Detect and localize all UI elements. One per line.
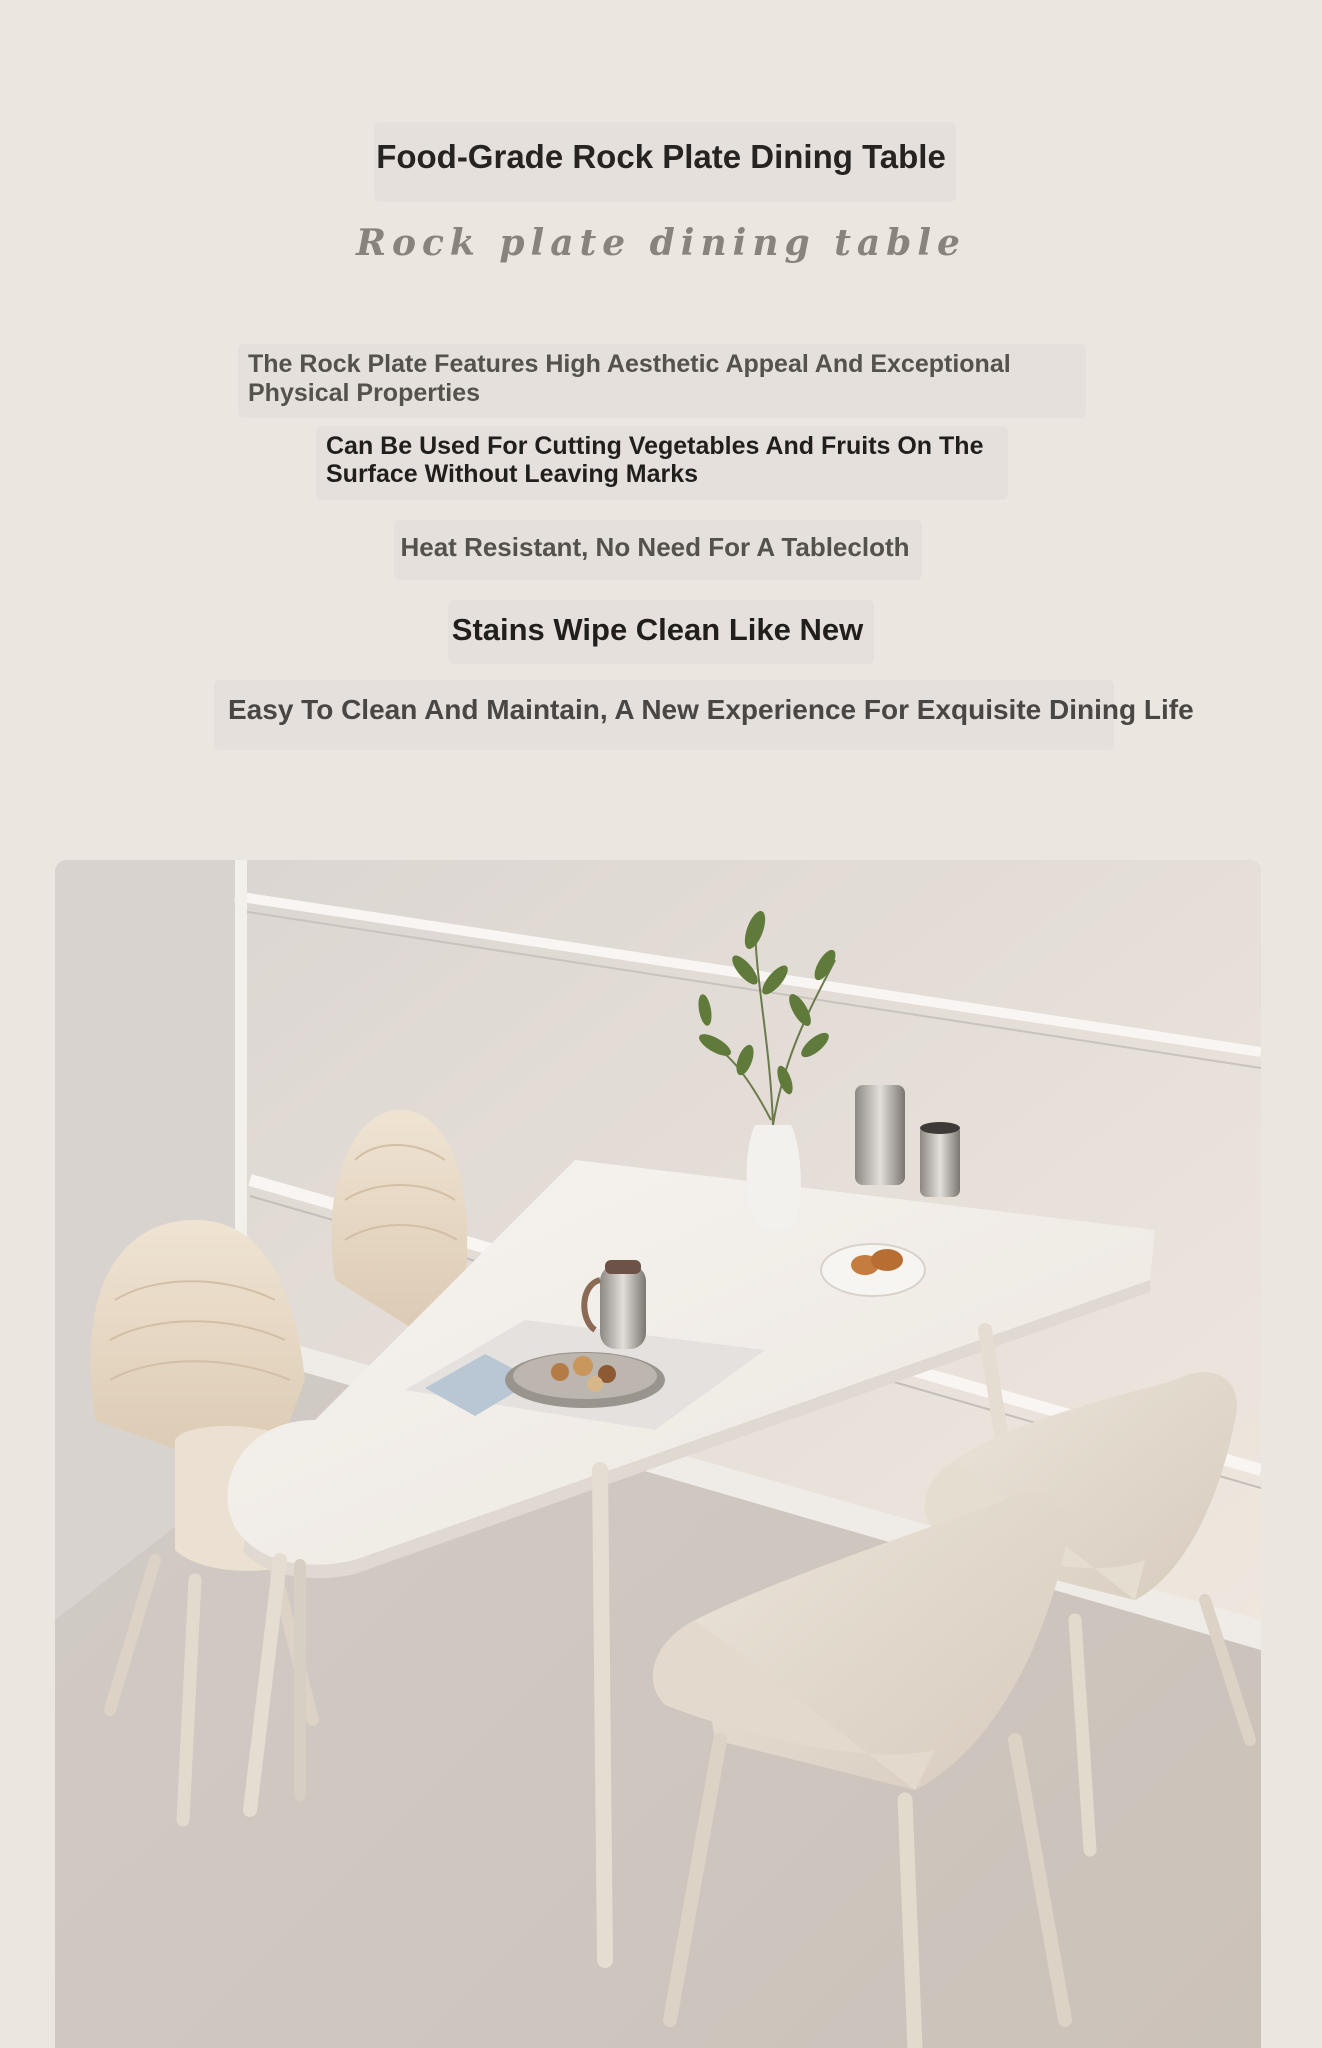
- feature-heat-resistant: Heat Resistant, No Need For A Tablecloth: [400, 532, 910, 562]
- feature-easy-clean: Easy To Clean And Maintain, A New Experience For Exquisite Dining Life: [228, 694, 1194, 725]
- feature-cutting: Can Be Used For Cutting Vegetables And Fruits On The Surface Without Leaving Marks: [326, 432, 984, 488]
- feature-stains: Stains Wipe Clean Like New: [451, 612, 864, 647]
- product-photo: [55, 860, 1261, 2048]
- page-title: Food-Grade Rock Plate Dining Table: [376, 138, 946, 175]
- feature-aesthetic: The Rock Plate Features High Aesthetic Appeal And Exceptional Physical Properties: [248, 350, 1011, 407]
- script-subtitle: Rock plate dining table: [356, 222, 966, 264]
